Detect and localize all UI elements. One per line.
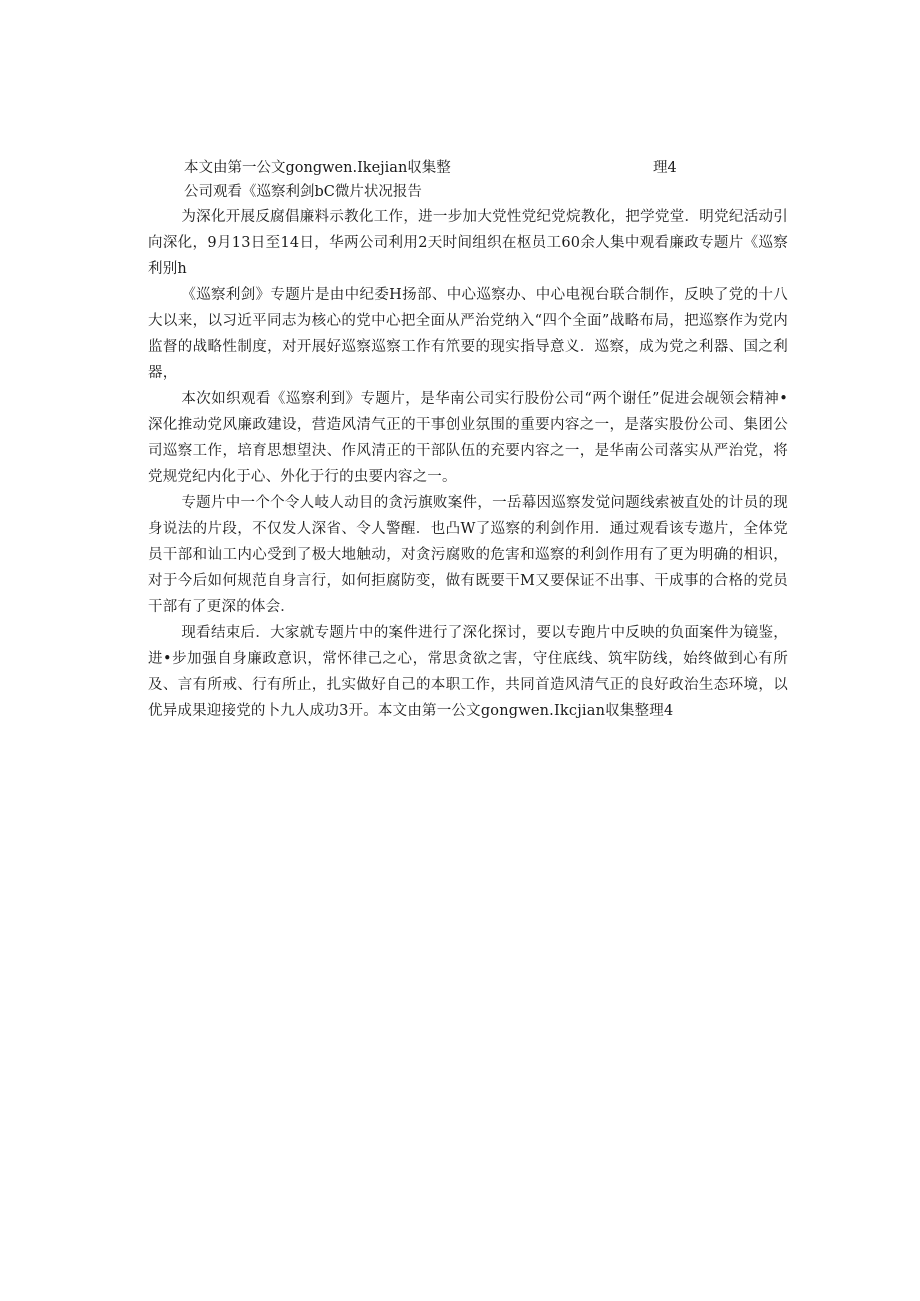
header-source-text: 本文由第一公文gongwen.Ikejian収集整: [184, 160, 451, 176]
header-line: [148, 156, 788, 180]
header-source-text-end: 理4: [653, 160, 677, 176]
document-title: 公司观看《巡察利剑bC微片状况报告: [184, 184, 422, 200]
paragraph-2: 《巡察利剑》专题片是由中纪委H扬部、中心巡察办、中心电视台联合制作，反映了党的十八大以来，以习近平同志为核心的党中心把全面从严治党纳入“四个全面”战略布局，把巡察作为党内监督的战略性制度，对开展好巡察巡察工作有笊要的现实指导意义．巡察，成为党之利器、国之利器，: [148, 287, 788, 381]
paragraph-1: 为深化开展反腐倡廉料示教化工作，进一步加大党性党纪党烷教化，把学党堂．明党纪活动引向深化，9月13日至14日，华两公司利用2天时间组织在枢员工60余人集中观看廉政专题片《巡察利别h: [148, 209, 788, 277]
paragraph-3: 本次如织观看《巡察利到》专题片，是华南公司实行股份公司“两个谢任”促进会觇领会精神•深化推动党风廉政建设，营造风清气正的干事创业氛围的重要内容之一，是落实股份公司、集团公司巡察工作，培育思想望決、作风清正的干部队伍的充要内容之一，是华南公司落实从严治党，将党规党纪内化于心、外化于行的虫要内容之一。: [148, 391, 788, 485]
paragraph-5: 现看结束后．大家就专题片中的案件进行了深化探讨，要以专跑片中反映的负面案件为镜鉴，进•步加强自身廉政意识，常怀律己之心，常思贪欲之害，守住底线、筑牢防线，始终做到心有所及、言有所戒、行有所止，扎实做好自己的本职工作，共同首造风清气正的良好政治生态环境，以优异成果迎接党的卜九人成功3开。本文由第一公文gongwen.Ikcjian収集整理4: [148, 625, 788, 719]
paragraph-4: 专题片中一个个令人岐人动目的贪污旗败案件，一岳幕因巡察发觉问题线索被直处的计员的现身说法的片段，不仅发人深省、令人警醒．也凸W了巡察的利剑作用．通过观看该专遨片，全体党员干部和讪工内心受到了极大地触动，对贪污腐败的危害和巡察的利剑作用有了更为明确的相识，对于今后如何规范自身言行，如何拒腐防变，做有既要干M又要保证不出事、干成事的合格的党员干部有了更深的体会．: [148, 495, 788, 615]
document-page: [148, 156, 788, 724]
